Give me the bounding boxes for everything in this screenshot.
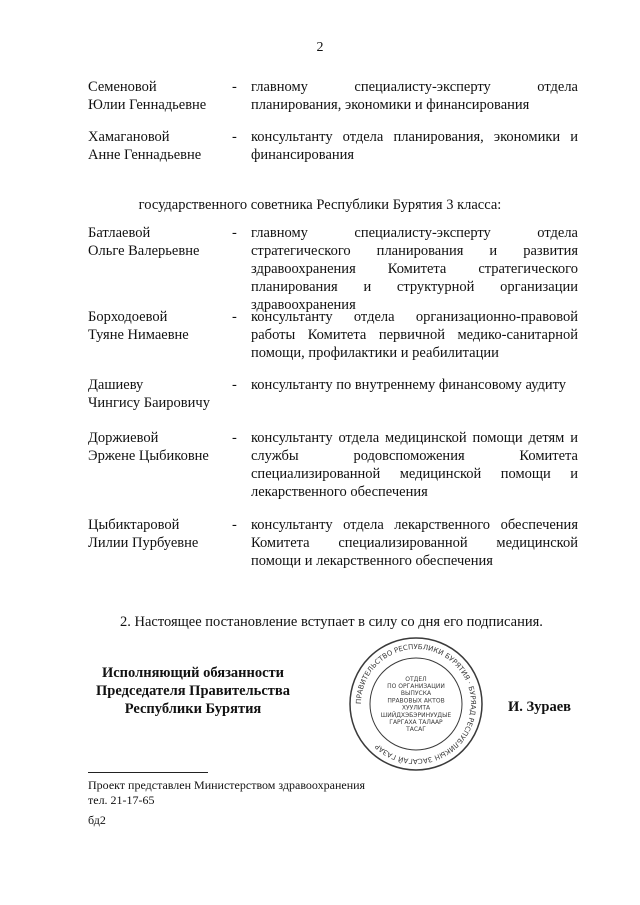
dash: - bbox=[232, 517, 237, 533]
footnote-divider bbox=[88, 772, 208, 773]
document-code: бд2 bbox=[88, 813, 106, 827]
seal-center-line: ШИЙДХЭБЭРИНУУДЫЕ bbox=[380, 711, 452, 719]
seal-center-line: ВЫПУСКА bbox=[400, 690, 432, 698]
employee-position: консультанту отдела медицинской помощи детям и службы родовспоможения Комитета специализированной медицинской помощи и лекарственного обеспечения bbox=[251, 430, 578, 500]
footnote bbox=[88, 778, 365, 808]
signatory-title: Исполняющий обязанности Председателя Правительства Республики Бурятия bbox=[96, 665, 290, 717]
signatory-name: И. Зураев bbox=[508, 699, 572, 715]
dash: - bbox=[232, 79, 237, 95]
employee-position: консультанту по внутреннему финансовому аудиту bbox=[251, 377, 567, 393]
dash: - bbox=[232, 430, 237, 446]
employee-name: Цыбиктаровой Лилии Пурбуевне bbox=[88, 517, 199, 551]
employee-position: главному специалисту-эксперту отдела планирования, экономики и финансирования bbox=[251, 79, 578, 113]
seal-center-line: ГАРГАХА ТАЛААР bbox=[389, 719, 443, 726]
section-heading: государственного советника Республики Бурятия 3 класса: bbox=[138, 197, 502, 213]
dash: - bbox=[232, 377, 237, 393]
dash: - bbox=[232, 129, 237, 145]
employee-name: Хамагановой Анне Геннадьевне bbox=[88, 129, 202, 163]
footnote-line: Проект представлен Министерством здравоохранения bbox=[88, 778, 366, 792]
employee-position: консультанту отдела организационно-правовой работы Комитета первичной медико-санитарной помощи, профилактики и реабилитации bbox=[251, 309, 578, 361]
seal-center-line: ХУУЛИТА bbox=[401, 704, 431, 712]
seal-center-line: ТАСАГ bbox=[406, 726, 426, 734]
official-seal bbox=[348, 636, 484, 772]
dash: - bbox=[232, 225, 237, 241]
employee-name: Дашиеву Чингису Баировичу bbox=[88, 377, 210, 411]
employee-name: Батлаевой Ольге Валерьевне bbox=[88, 225, 200, 259]
page-number: 2 bbox=[316, 40, 324, 55]
seal-center-line: ОТДЕЛ bbox=[405, 675, 427, 683]
employee-position: консультанту отдела планирования, экономики и финансирования bbox=[251, 129, 578, 163]
employee-name: Семеновой Юлии Геннадьевне bbox=[88, 79, 207, 113]
seal-ring-text: ПРАВИТЕЛЬСТВО РЕСПУБЛИКИ БУРЯТИЯ · БУРЯАД РЕСПУБЛИКЫН ЗАСАГАЙ ГАЗАР bbox=[354, 642, 478, 766]
seal-center-line: ПРАВОВЫХ АКТОВ bbox=[387, 697, 445, 705]
effective-date-paragraph: 2. Настоящее постановление вступает в силу со дня его подписания. bbox=[120, 614, 543, 630]
employee-name: Борходоевой Туяне Нимаевне bbox=[88, 309, 189, 343]
employee-position: консультанту отдела лекарственного обеспечения Комитета специализированной медицинской помощи и лекарственного обеспечения bbox=[251, 517, 578, 569]
employee-position: главному специалисту-эксперту отдела стратегического планирования и развития здравоохранения Комитета стратегического планирования и структурной организации здравоохранения bbox=[251, 225, 578, 313]
footnote-line: тел. 21-17-65 bbox=[88, 793, 155, 807]
seal-center-line: ПО ОРГАНИЗАЦИИ bbox=[387, 683, 445, 690]
employee-name: Доржиевой Эржене Цыбиковне bbox=[88, 430, 209, 464]
dash: - bbox=[232, 309, 237, 325]
